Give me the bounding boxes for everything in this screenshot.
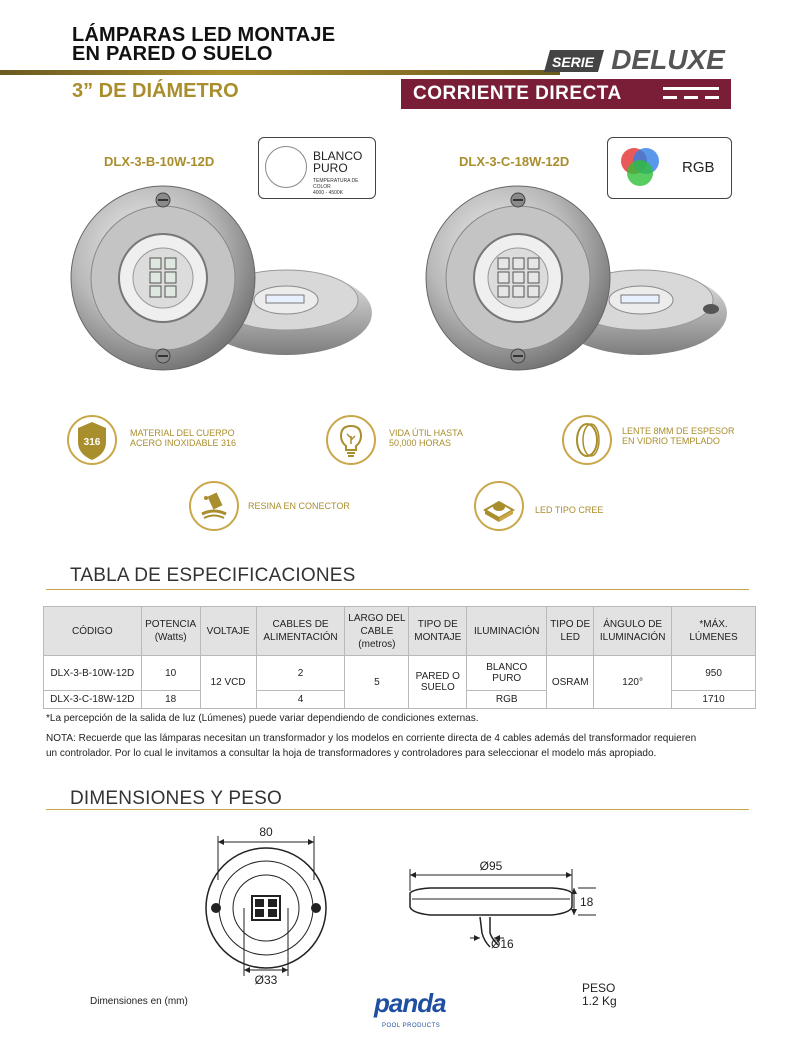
spec-divider	[46, 589, 749, 590]
lens-icon	[561, 414, 613, 466]
color-name-line-1: BLANCO	[313, 149, 363, 163]
spec-heading: TABLA DE ESPECIFICACIONES	[70, 565, 356, 586]
serie-name: DELUXE	[611, 44, 725, 74]
note-line-2: un controlador. Por lo cual le invitamos a consultar la hoja de transformadores y controladores para seleccionar el modelo más apropiado.	[46, 748, 657, 759]
weight-label: PESO	[582, 981, 616, 995]
front-width-label: 80	[259, 825, 273, 839]
side-view-drawing	[400, 855, 600, 955]
feature-lens-line-1: LENTE 8MM DE ESPESOR	[622, 426, 735, 436]
serie-badge	[540, 44, 740, 74]
feature-material-line-1: MATERIAL DEL CUERPO	[130, 428, 235, 438]
units-label: Dimensiones en (mm)	[90, 996, 188, 1007]
brand-name: panda	[374, 988, 446, 1018]
feature-lifetime-line-2: 50,000 HORAS	[389, 438, 452, 448]
feature-material-line-2: ACERO INOXIDABLE 316	[130, 438, 237, 448]
cell-cables: 4	[256, 691, 345, 709]
cell-code: DLX-3-C-18W-12D	[44, 691, 142, 709]
feature-led: LED TIPO CREE	[535, 505, 604, 515]
table-header-row	[44, 607, 756, 656]
panda-logo	[372, 988, 446, 1038]
feature-lens-line-2: EN VIDRIO TEMPLADO	[622, 436, 720, 446]
spec-table	[43, 606, 756, 709]
dimensions-heading: DIMENSIONES Y PESO	[70, 788, 282, 809]
title-line-1: LÁMPARAS LED MONTAJE	[72, 24, 336, 46]
cell-lumens: 950	[672, 656, 756, 691]
cell-illumination: BLANCO PURO	[467, 656, 547, 691]
side-diameter-label: Ø95	[479, 859, 503, 873]
side-cable-label: Ø16	[491, 937, 514, 951]
page-title	[72, 26, 335, 64]
header-voltage: VOLTAJE	[200, 607, 256, 656]
cell-illumination: RGB	[467, 691, 547, 709]
feature-material	[130, 428, 236, 448]
cell-power: 10	[141, 656, 200, 691]
product-image-2	[423, 178, 728, 373]
product-code-1: DLX-3-B-10W-12D	[104, 154, 215, 169]
color-note-line-1: TEMPERATURA DE COLOR	[313, 178, 359, 190]
316-badge-icon	[66, 414, 118, 466]
front-view-drawing	[200, 820, 340, 990]
cell-led-type: OSRAM	[547, 656, 594, 709]
header-cables: CABLES DE ALIMENTACIÓN	[256, 607, 345, 656]
header-lumens: *MÁX. LÚMENES	[672, 607, 756, 656]
cell-cables: 2	[256, 656, 345, 691]
header-illumination: ILUMINACIÓN	[467, 607, 547, 656]
header-code: CÓDIGO	[44, 607, 142, 656]
title-line-2: EN PARED O SUELO	[72, 43, 273, 65]
feature-lifetime	[389, 428, 463, 448]
product-code-2: DLX-3-C-18W-12D	[459, 154, 570, 169]
header-power: POTENCIA (Watts)	[141, 607, 200, 656]
serie-label: SERIE	[551, 54, 595, 70]
subtitle: 3” DE DIÁMETRO	[72, 80, 239, 102]
cell-code: DLX-3-B-10W-12D	[44, 656, 142, 691]
dc-symbol-icon	[663, 87, 719, 101]
current-banner	[401, 79, 731, 109]
brand-subtitle: POOL PRODUCTS	[382, 1023, 441, 1029]
color-note-line-2: 4000 - 4500K	[313, 190, 344, 196]
table-row	[44, 656, 756, 691]
feature-lifetime-line-1: VIDA ÚTIL HASTA	[389, 428, 464, 438]
cell-mount: PARED O SUELO	[409, 656, 467, 709]
front-inner-label: Ø33	[254, 973, 278, 987]
banner-text: CORRIENTE DIRECTA	[413, 83, 622, 104]
weight	[582, 982, 617, 1008]
feature-lens	[622, 426, 735, 446]
cell-voltage: 12 VCD	[200, 656, 256, 709]
header-stripe	[0, 70, 560, 75]
color-name	[313, 150, 362, 174]
weight-value: 1.2 Kg	[582, 994, 617, 1008]
transformer-note	[46, 731, 758, 761]
led-chip-icon	[473, 480, 525, 532]
cell-cable-length: 5	[345, 656, 409, 709]
rgb-label: RGB	[682, 159, 715, 176]
badge-316-text: 316	[83, 437, 101, 448]
note-line-1: NOTA: Recuerde que las lámparas necesitan un transformador y los modelos en corriente directa de 4 cables además del transformador requieren	[46, 733, 697, 744]
cell-lumens: 1710	[672, 691, 756, 709]
color-name-line-2: PURO	[313, 161, 348, 175]
header-led-type: TIPO DE LED	[547, 607, 594, 656]
lumens-footnote: *La percepción de la salida de luz (Lúmenes) puede variar dependiendo de condiciones externas.	[46, 713, 479, 724]
header-cable-length: LARGO DEL CABLE (metros)	[345, 607, 409, 656]
lightbulb-icon	[325, 414, 377, 466]
header-angle: ÁNGULO DE ILUMINACIÓN	[594, 607, 672, 656]
product-image-1	[68, 178, 373, 373]
cell-power: 18	[141, 691, 200, 709]
dimensions-divider	[46, 809, 749, 810]
cell-angle: 120°	[594, 656, 672, 709]
side-height-label: 18	[580, 895, 594, 909]
feature-resin: RESINA EN CONECTOR	[248, 501, 350, 511]
resin-connector-icon	[188, 480, 240, 532]
header-mount: TIPO DE MONTAJE	[409, 607, 467, 656]
